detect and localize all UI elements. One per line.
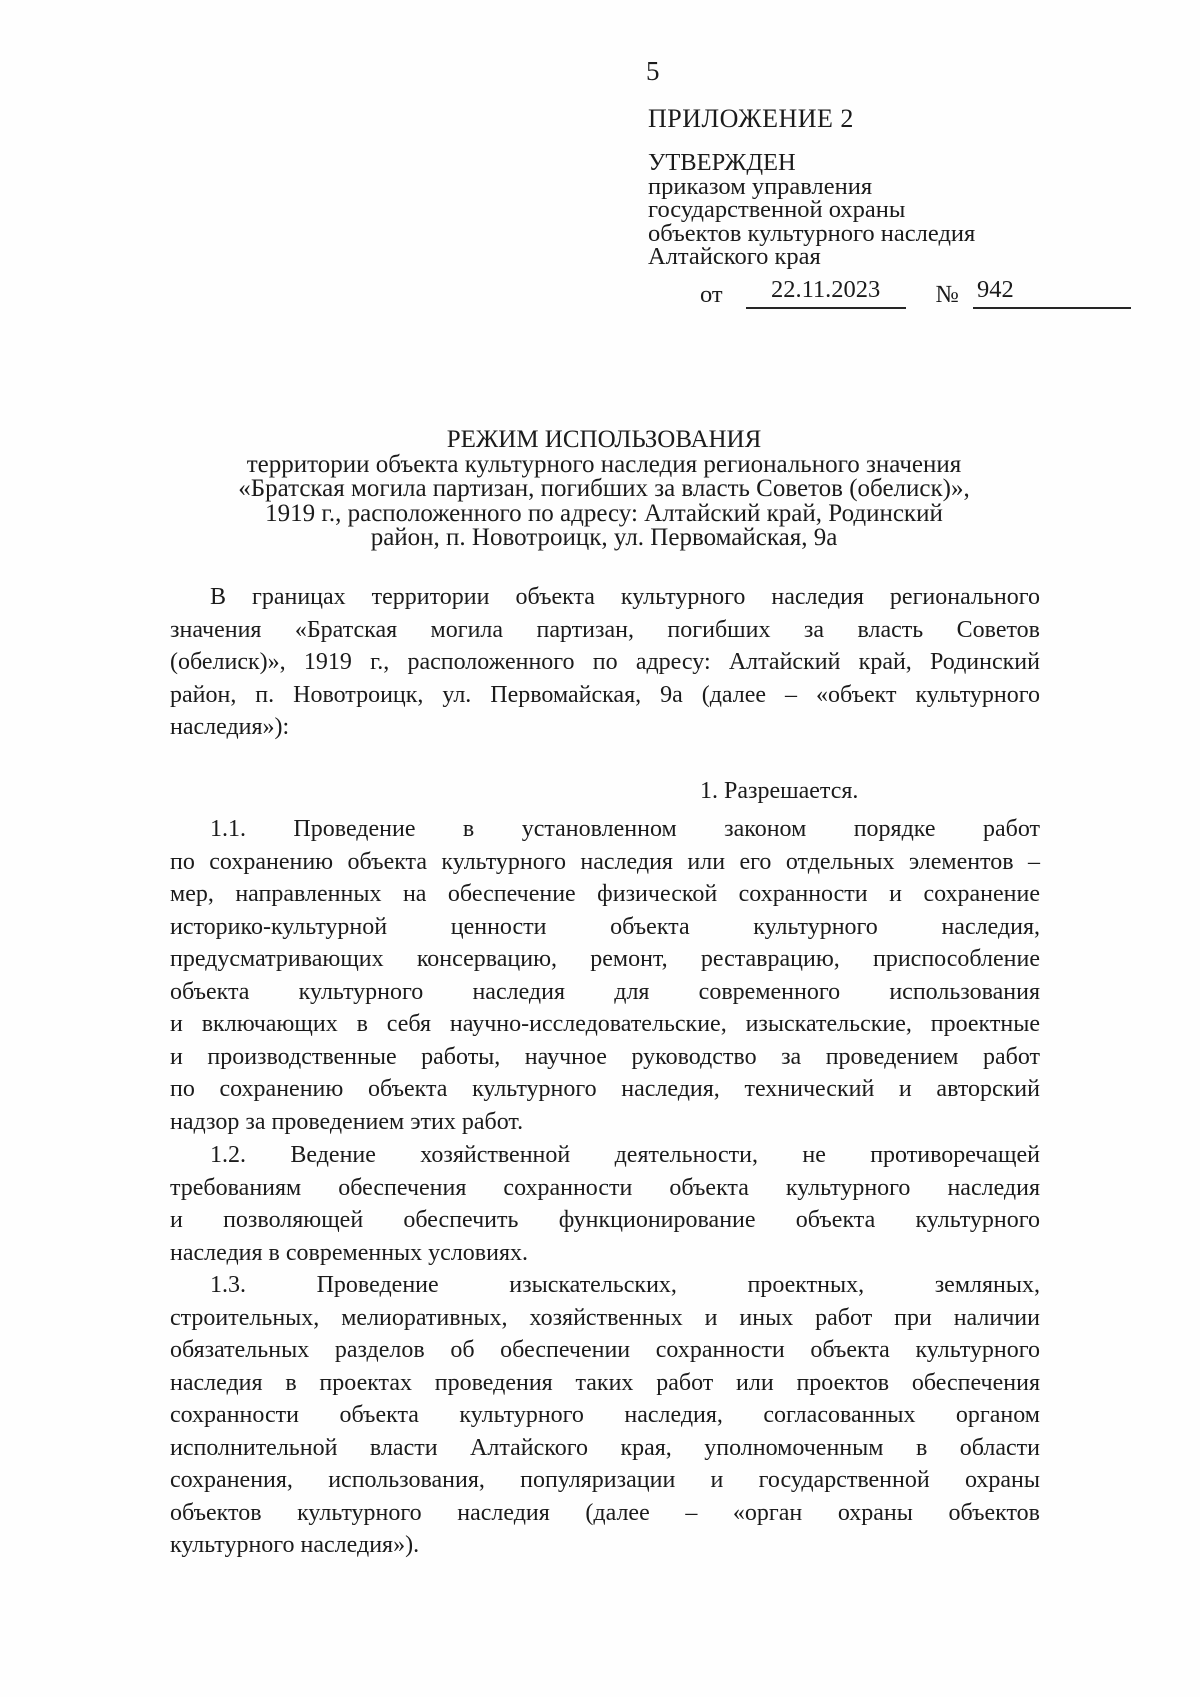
approval-block: [648, 151, 1068, 269]
text-line: объектов культурного наследия (далее – «орган охраны объектов: [170, 1499, 1040, 1526]
text-line: по сохранению объекта культурного наследия, технический и авторский: [170, 1076, 1040, 1102]
text-line: требованиям обеспечения сохранности объекта культурного наследия: [170, 1174, 1040, 1201]
paragraph-1-3: [170, 1269, 1040, 1562]
text-line: наследия»):: [170, 714, 290, 740]
text-line: В границах территории объекта культурного наследия регионального: [210, 584, 1040, 610]
paragraph-1-1: [170, 813, 1040, 1138]
text-line: 1.3. Проведение изыскательских, проектных, земляных,: [210, 1272, 1040, 1298]
text-line: и производственные работы, научное руководство за проведением работ: [170, 1043, 1040, 1070]
text-line: наследия в проектах проведения таких работ или проектов обеспечения: [170, 1369, 1040, 1396]
text-line: исполнительной власти Алтайского края, уполномоченным в области: [170, 1434, 1040, 1461]
text-line: культурного наследия»).: [170, 1532, 420, 1558]
text-line: и включающих в себя научно-исследовательские, изыскательские, проектные: [170, 1011, 1040, 1037]
order-number-sign: №: [935, 281, 960, 308]
text-line: 1.2. Ведение хозяйственной деятельности, не противоречащей: [210, 1142, 1040, 1168]
intro-paragraph: [170, 581, 1040, 744]
text-line: Алтайского края: [648, 243, 821, 270]
text-line: район, п. Новотроицк, ул. Первомайская, 9а: [370, 524, 838, 551]
text-line: строительных, мелиоративных, хозяйственных и иных работ при наличии: [170, 1304, 1040, 1331]
text-line: сохранности объекта культурного наследия, согласованных органом: [170, 1402, 1040, 1428]
text-line: и позволяющей обеспечить функционирование объекта культурного: [170, 1207, 1040, 1233]
text-line: государственной охраны: [648, 196, 906, 223]
text-line: наследия в современных условиях.: [170, 1239, 529, 1266]
text-line: историко-культурной ценности объекта культурного наследия,: [170, 913, 1040, 940]
text-line: 1.1. Проведение в установленном законом порядке работ: [210, 816, 1040, 842]
order-date-line: [648, 276, 1131, 309]
text-line: предусматривающих консервацию, ремонт, реставрацию, приспособление: [170, 946, 1040, 972]
section-1-heading: 1. Разрешается.: [700, 778, 859, 804]
text-line: (обелиск)», 1919 г., расположенного по адресу: Алтайский край, Родинский: [170, 649, 1040, 675]
appendix-label: ПРИЛОЖЕНИЕ 2: [648, 104, 854, 133]
text-line: приказом управления: [648, 172, 873, 200]
text-line: 1919 г., расположенного по адресу: Алтайский край, Родинский: [265, 499, 943, 527]
page-number: 5: [646, 56, 660, 86]
text-line: УТВЕРЖДЕН: [648, 149, 796, 176]
text-line: значения «Братская могила партизан, погибших за власть Советов: [170, 616, 1040, 643]
text-line: сохранения, использования, популяризации и государственной охраны: [170, 1467, 1040, 1493]
text-line: РЕЖИМ ИСПОЛЬЗОВАНИЯ: [446, 426, 762, 453]
order-date-value: 22.11.2023: [746, 276, 906, 309]
text-line: мер, направленных на обеспечение физической сохранности и сохранение: [170, 881, 1040, 907]
paragraph-1-2: [170, 1139, 1040, 1269]
text-line: «Братская могила партизан, погибших за власть Советов (обелиск)»,: [238, 475, 970, 502]
text-line: территории объекта культурного наследия регионального значения: [246, 450, 962, 478]
text-line: объекта культурного наследия для современного использования: [170, 978, 1040, 1005]
document-title: [166, 428, 1042, 551]
order-from-label: от: [700, 281, 723, 308]
text-line: надзор за проведением этих работ.: [170, 1108, 524, 1135]
order-number-value: 942: [973, 276, 1131, 309]
text-line: обязательных разделов об обеспечении сохранности объекта культурного: [170, 1337, 1040, 1363]
text-line: по сохранению объекта культурного наследия или его отдельных элементов –: [170, 848, 1040, 875]
text-line: район, п. Новотроицк, ул. Первомайская, 9а (далее – «объект культурного: [170, 681, 1040, 708]
text-line: объектов культурного наследия: [648, 219, 976, 247]
